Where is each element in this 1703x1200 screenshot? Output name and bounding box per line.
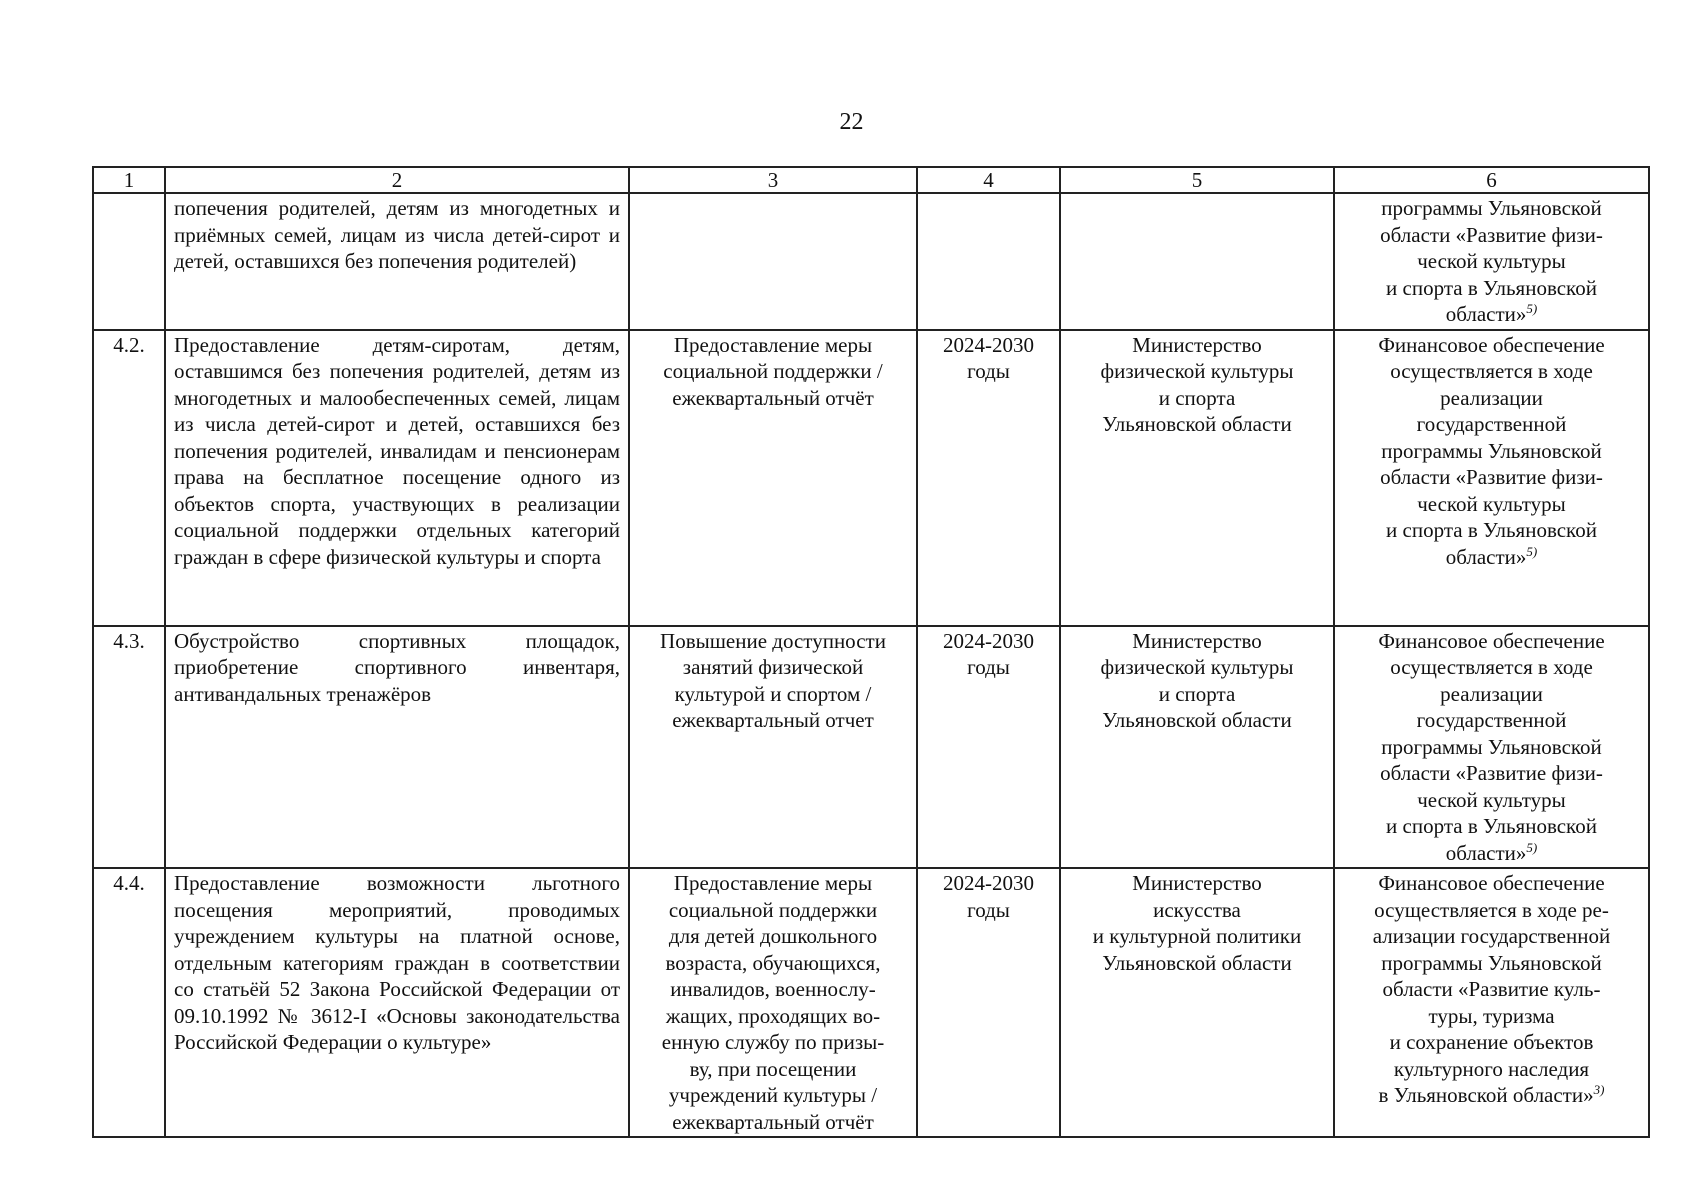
executor-line: и культурной политики: [1092, 924, 1302, 948]
funding-line: Финансовое обеспечение: [1378, 332, 1605, 357]
period-cell: [917, 193, 1060, 330]
result-line: ежеквартальный отчёт: [672, 385, 874, 410]
executor-line: Ульяновской области: [1102, 950, 1292, 975]
result-line: Предоставление меры: [673, 332, 873, 357]
result-line: ежеквартальный отчет: [672, 708, 874, 732]
activity-cell: попечения родителей, детям из многодетных и приёмных семей, лицам из числа детей-сирот и детей, оставшихся без попечения родителей): [165, 193, 629, 330]
executor-line: Ульяновской области: [1102, 708, 1292, 732]
period-years: 2024-2030: [943, 871, 1034, 895]
period-years: 2024-2030: [943, 628, 1034, 653]
table-row: [93, 330, 1649, 626]
funding-line: государственной: [1416, 708, 1567, 732]
result-line: занятий физической: [682, 655, 864, 679]
result-line: социальной поддержки: [668, 897, 878, 922]
funding-line-last: [1343, 1082, 1640, 1109]
executor-cell: [1060, 330, 1334, 626]
measures-table: [92, 166, 1650, 1138]
funding-line: области «Развитие физи-: [1380, 222, 1603, 247]
funding-line-last: [1343, 544, 1640, 571]
activity-cell: Обустройство спортивных площадок, приобретение спортивного инвентаря, антивандальных тренажёров: [165, 626, 629, 869]
table-row: [93, 626, 1649, 869]
table-row: [93, 868, 1649, 1137]
footnote-mark: 5): [1526, 839, 1538, 855]
result-line: енную службу по призы-: [661, 1030, 885, 1054]
header-col-1: 1: [93, 167, 165, 193]
header-col-5: 5: [1060, 167, 1334, 193]
result-cell: [629, 193, 917, 330]
executor-cell: [1060, 868, 1334, 1137]
executor-line: Министерство: [1132, 628, 1262, 653]
result-line: жащих, проходящих во-: [665, 1003, 881, 1028]
header-col-6: 6: [1334, 167, 1649, 193]
funding-line: ческой культуры: [1417, 249, 1566, 273]
funding-line: ческой культуры: [1417, 787, 1566, 812]
funding-line-text: области»: [1445, 302, 1527, 326]
footnote-mark: 5): [1526, 301, 1538, 316]
period-unit: годы: [967, 655, 1010, 679]
executor-line: физической культуры: [1100, 359, 1294, 383]
funding-line: программы Ульяновской: [1381, 734, 1602, 759]
funding-line: области «Развитие физи-: [1380, 761, 1603, 785]
result-cell: [629, 626, 917, 869]
row-number: [93, 193, 165, 330]
funding-line: ческой культуры: [1417, 491, 1566, 516]
funding-line: ализации государственной: [1372, 924, 1611, 948]
funding-line: осуществляется в ходе ре-: [1374, 897, 1609, 922]
executor-cell: [1060, 626, 1334, 869]
table-row: [93, 193, 1649, 330]
result-line: Предоставление меры: [673, 871, 873, 895]
result-line: социальной поддержки /: [663, 359, 883, 383]
funding-line: программы Ульяновской: [1381, 950, 1602, 975]
funding-cell: [1334, 868, 1649, 1137]
funding-line: и спорта в Ульяновской: [1386, 814, 1597, 838]
result-line: Повышение доступности: [660, 628, 886, 653]
funding-line-last: [1343, 301, 1640, 328]
header-col-3: 3: [629, 167, 917, 193]
funding-cell: [1334, 330, 1649, 626]
funding-cell: [1334, 193, 1649, 330]
result-line: учреждений культуры /: [668, 1083, 878, 1107]
executor-line: и спорта: [1158, 681, 1236, 706]
funding-line: программы Ульяновской: [1381, 438, 1602, 463]
period-cell: [917, 330, 1060, 626]
period-cell: [917, 626, 1060, 869]
result-line: для детей дошкольного: [668, 924, 878, 948]
header-col-2: 2: [165, 167, 629, 193]
funding-line: программы Ульяновской: [1381, 196, 1602, 220]
period-unit: годы: [967, 897, 1010, 922]
executor-line: Министерство: [1132, 871, 1262, 895]
executor-line: физической культуры: [1100, 655, 1294, 679]
row-number: 4.4.: [93, 868, 165, 1137]
result-cell: [629, 330, 917, 626]
funding-line-last: [1343, 840, 1640, 867]
funding-line: туры, туризма: [1428, 1003, 1555, 1028]
result-cell: [629, 868, 917, 1137]
funding-line: культурного наследия: [1393, 1056, 1590, 1081]
funding-line: и спорта в Ульяновской: [1386, 275, 1597, 300]
funding-line: и сохранение объектов: [1389, 1030, 1594, 1054]
row-number: 4.2.: [93, 330, 165, 626]
executor-line: Ульяновской области: [1102, 412, 1292, 436]
row-number: 4.3.: [93, 626, 165, 869]
footnote-mark: 5): [1526, 543, 1538, 559]
funding-line: осуществляется в ходе: [1390, 359, 1593, 383]
result-line: культурой и спортом /: [674, 681, 872, 706]
page-number: 22: [839, 109, 864, 135]
period-unit: годы: [967, 359, 1010, 383]
executor-cell: [1060, 193, 1334, 330]
header-col-4: 4: [917, 167, 1060, 193]
funding-line-text: в Ульяновской области»: [1378, 1083, 1594, 1107]
result-line: ву, при посещении: [689, 1056, 857, 1081]
executor-line: и спорта: [1158, 385, 1236, 410]
funding-line-text: области»: [1445, 840, 1527, 865]
funding-line: Финансовое обеспечение: [1378, 628, 1605, 653]
activity-cell: Предоставление детям-сиротам, детям, оставшимся без попечения родителей, детям из многодетных и малообеспеченных семей, лицам из числа детей-сирот и детей, оставшихся без попечения родителей, инвалидам и пенсионерам права на бесплатное посещение одного из объектов спорта, участвующих в реализации социальной поддержки отдельных категорий граждан в сфере физической культуры и спорта: [165, 330, 629, 626]
result-line: ежеквартальный отчёт: [672, 1109, 874, 1134]
funding-line-text: области»: [1445, 544, 1527, 569]
result-line: возраста, обучающихся,: [665, 950, 881, 975]
executor-line: Министерство: [1132, 332, 1262, 357]
result-line: инвалидов, военнослу-: [670, 977, 876, 1001]
funding-line: и спорта в Ульяновской: [1386, 518, 1597, 542]
funding-line: осуществляется в ходе: [1390, 655, 1593, 679]
funding-line: реализации: [1440, 681, 1543, 706]
executor-line: искусства: [1153, 897, 1241, 922]
funding-line: реализации: [1440, 385, 1543, 410]
funding-cell: [1334, 626, 1649, 869]
funding-line: области «Развитие физи-: [1380, 465, 1603, 489]
activity-cell: Предоставление возможности льготного посещения мероприятий, проводимых учреждением культуры на платной основе, отдельным категориям граждан в соответствии со статьёй 52 Закона Российской Федерации от 09.10.1992 № 3612-I «Основы законодательства Российской Федерации о культуре»: [165, 868, 629, 1137]
table-header-row: [93, 167, 1649, 193]
period-cell: [917, 868, 1060, 1137]
footnote-mark: 3): [1593, 1082, 1605, 1097]
period-years: 2024-2030: [943, 332, 1034, 357]
funding-line: Финансовое обеспечение: [1378, 871, 1605, 895]
funding-line: государственной: [1416, 412, 1567, 436]
funding-line: области «Развитие куль-: [1382, 977, 1601, 1001]
